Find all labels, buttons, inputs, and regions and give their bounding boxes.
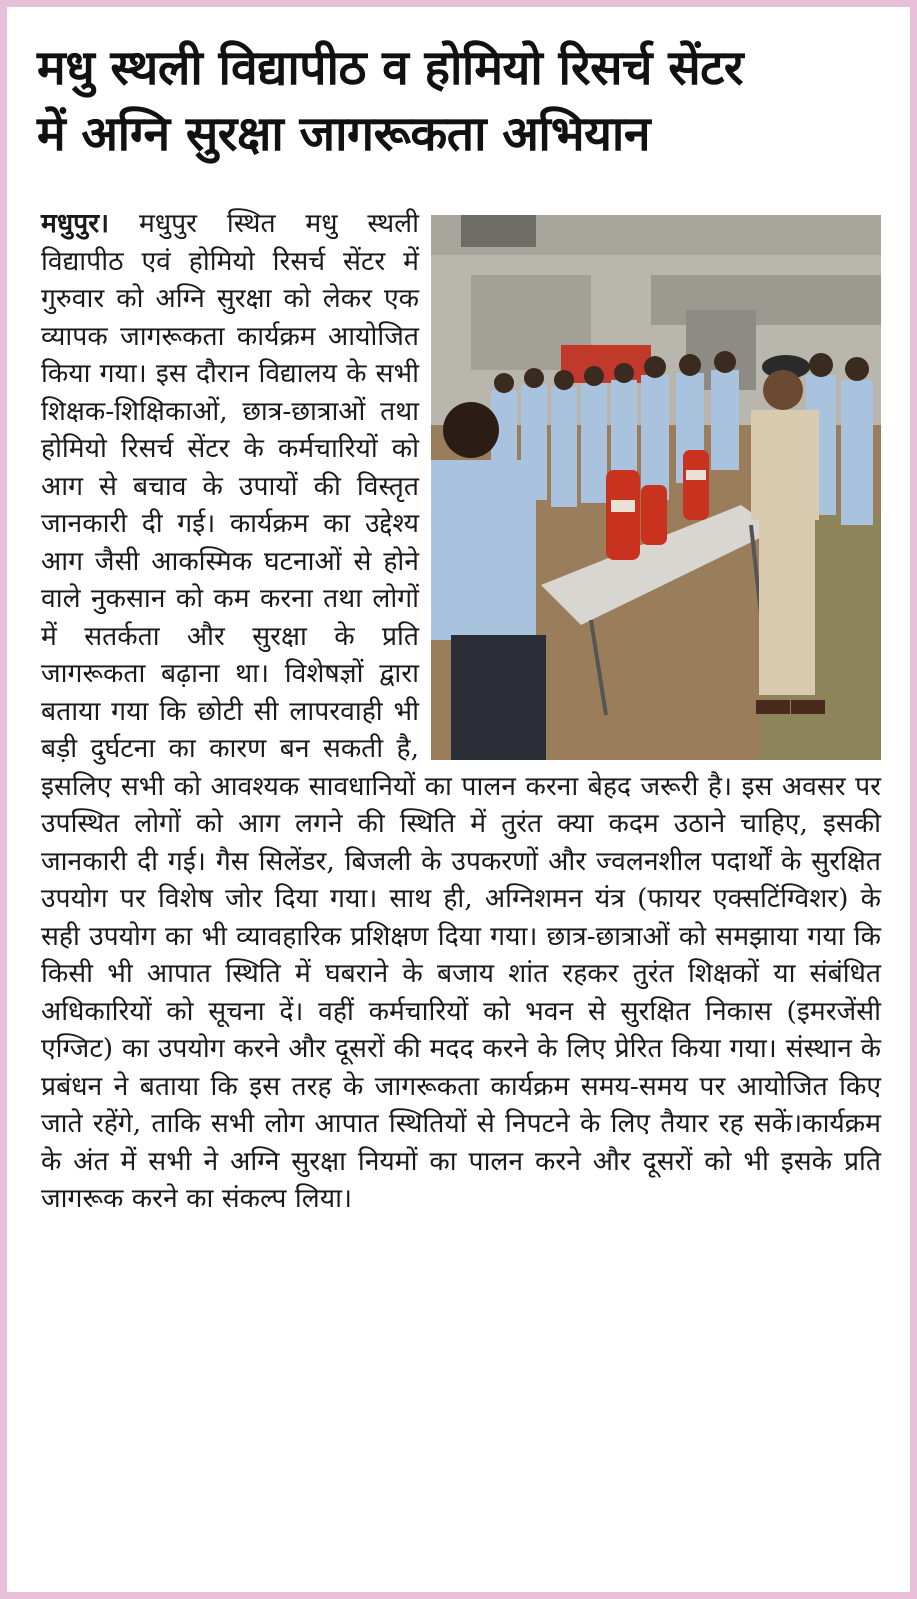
- photo-illustration: [431, 215, 881, 760]
- body-paragraph: मधुपुर स्थित मधु स्थली विद्यापीठ एवं होमियो रिसर्च सेंटर में गुरुवार को अग्नि सुरक्षा को लेकर एक व्यापक जागरूकता कार्यक्रम आयोजित किया गया। इस दौरान विद्यालय के सभी शिक्षक-शिक्षिकाओं, छात्र-छात्राओं तथा होमियो रिसर्च सेंटर के कर्मचारियों को आग से बचाव के उपायों की विस्तृत जानकारी दी गई। कार्यक्रम का उद्देश्य आग जैसी आकस्मिक घटनाओं से होने वाले नुकसान को कम करना तथा लोगों में सतर्कता और सुरक्षा के प्रति जागरूकता बढ़ाना था। विशेषज्ञों द्वारा बताया गया कि छोटी सी लापरवाही भी बड़ी दुर्घटना का कारण बन सकती है, इसलिए सभी को आवश्यक सावधानियों का पालन करना बेहद जरूरी है। इस अवसर पर उपस्थित लोगों को आग लगने की स्थिति में तुरंत क्या कदम उठाने चाहिए, इसकी जानकारी दी गई। गैस सिलेंडर, बिजली के उपकरणों और ज्वलनशील पदार्थों के सुरक्षित उपयोग पर विशेष जोर दिया गया। साथ ही, अग्निशमन यंत्र (फायर एक्सटिंग्विशर) के सही उपयोग का भी व्यावहारिक प्रशिक्षण दिया गया। छात्र-छात्राओं को समझाया गया कि किसी भी आपात स्थिति में घबराने के बजाय शांत रहकर तुरंत शिक्षकों या संबंधित अधिकारियों को सूचना दें। वहीं कर्मचारियों को भवन से सुरक्षित निकास (इमरजेंसी एग्जिट) का उपयोग करने और दूसरों की मदद करने के लिए प्रेरित किया गया। संस्थान के प्रबंधन ने बताया कि इस तरह के जागरूकता कार्यक्रम समय-समय पर आयोजित किए जाते रहेंगे, ताकि सभी लोग आपात स्थितियों से निपटने के लिए तैयार रह सकें।कार्यक्रम के अंत में सभी ने अग्नि सुरक्षा नियमों का पालन करने और दूसरों को भी इसके प्रति जागरूक करने का संकल्प लिया।: [41, 208, 882, 1214]
- building-ledge: [651, 275, 881, 325]
- headline-line-1: मधु स्थली विद्यापीठ व होमियो रिसर्च सेंटर: [37, 40, 744, 96]
- dateline: मधुपुर।: [41, 208, 110, 239]
- headline-line-2: में अग्नि सुरक्षा जागरूकता अभियान: [37, 106, 650, 162]
- clipping-bottom-edge: [337, 1595, 637, 1599]
- event-banner: [561, 345, 651, 383]
- fire-safety-demonstration-photo: [431, 215, 881, 760]
- article-body: [41, 205, 881, 1218]
- building-window: [461, 215, 536, 247]
- headline: [37, 35, 887, 167]
